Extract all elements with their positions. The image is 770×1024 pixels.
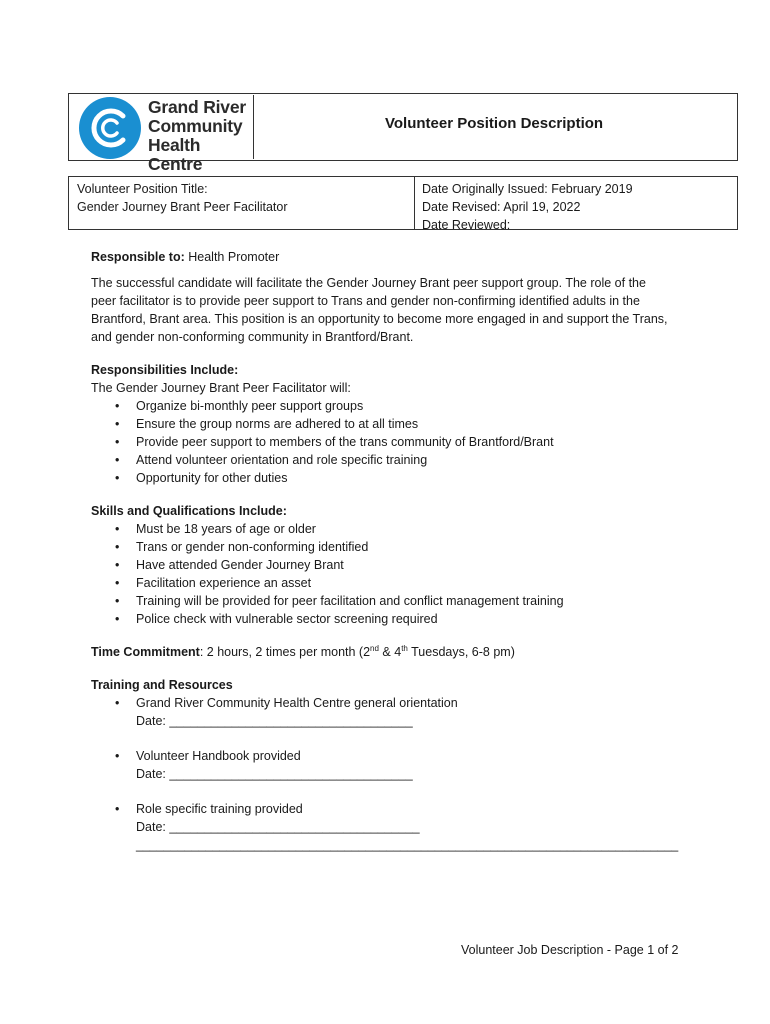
list-item <box>91 574 671 592</box>
list-item <box>91 556 671 574</box>
intro-paragraph: The successful candidate will facilitate the Gender Journey Brant peer support group. The role of the peer facilitator is to provide peer support to Trans and gender non-confirming identified adults in the Brantford, Brant area. This position is an opportunity to become more engaged in and support the Trans, and gender non-conforming community in Brantford/Brant. <box>91 276 668 344</box>
responsibilities-heading: Responsibilities Include: <box>91 363 239 377</box>
training-item-label: Volunteer Handbook provided <box>136 749 301 763</box>
training-heading: Training and Resources <box>91 678 233 692</box>
bullet-icon: • <box>115 453 120 467</box>
list-item <box>91 451 671 469</box>
bullet-icon: • <box>115 696 120 710</box>
date-revised: Date Revised: April 19, 2022 <box>422 200 581 214</box>
organization-logo <box>77 96 257 174</box>
position-title-cell <box>77 180 288 216</box>
time-text-c: Tuesdays, 6-8 pm) <box>407 645 515 659</box>
responsible-to <box>91 248 671 266</box>
time-commitment <box>91 643 671 661</box>
list-item-text: Attend volunteer orientation and role specific training <box>136 453 428 467</box>
bullet-icon: • <box>115 558 120 572</box>
time-sup-a: nd <box>370 643 379 653</box>
training-item <box>91 800 679 854</box>
bullet-icon: • <box>115 471 120 485</box>
list-item <box>91 397 671 415</box>
document-body <box>91 248 679 854</box>
training-date-field[interactable]: Date: ___________________________________ <box>136 714 413 728</box>
list-item <box>91 415 671 433</box>
list-item <box>91 610 671 628</box>
org-name-line-3: Health Centre <box>148 135 203 174</box>
list-item-text: Opportunity for other duties <box>136 471 288 485</box>
bullet-icon: • <box>115 749 120 763</box>
list-item-text: Provide peer support to members of the trans community of Brantford/Brant <box>136 435 554 449</box>
list-item-text: Must be 18 years of age or older <box>136 522 316 536</box>
dates-cell <box>422 180 633 234</box>
training-item-label: Role specific training provided <box>136 802 303 816</box>
training-item <box>91 747 671 783</box>
time-text-a: : 2 hours, 2 times per month (2 <box>199 645 371 659</box>
page-footer: Volunteer Job Description - Page 1 of 2 <box>461 943 679 957</box>
list-item <box>91 592 671 610</box>
bullet-icon: • <box>115 576 120 590</box>
list-item <box>91 538 671 556</box>
list-item <box>91 520 671 538</box>
list-item-text: Police check with vulnerable sector screening required <box>136 612 438 626</box>
org-name-line-2: Community <box>148 116 243 136</box>
position-info-table <box>68 176 738 230</box>
training-item <box>91 694 671 730</box>
list-item <box>91 433 671 451</box>
bullet-icon: • <box>115 612 120 626</box>
training-date-field[interactable]: Date: ___________________________________ <box>136 767 413 781</box>
bullet-icon: • <box>115 540 120 554</box>
position-title-label: Volunteer Position Title: <box>77 182 208 196</box>
responsible-value: Health Promoter <box>188 250 280 264</box>
responsibilities-list <box>91 397 671 487</box>
logo-mark-icon <box>77 96 143 160</box>
time-commitment-label: Time Commitment <box>91 645 200 659</box>
bullet-icon: • <box>115 522 120 536</box>
list-item-text: Organize bi-monthly peer support groups <box>136 399 364 413</box>
time-text-b: & 4 <box>378 645 402 659</box>
org-name-line-1: Grand River <box>148 97 246 117</box>
responsible-label: Responsible to: <box>91 250 185 264</box>
list-item <box>91 469 671 487</box>
list-item-text: Ensure the group norms are adhered to at all times <box>136 417 419 431</box>
time-sup-b: th <box>401 643 408 653</box>
training-date-field[interactable]: Date: ____________________________________ <box>136 820 420 834</box>
list-item-text: Have attended Gender Journey Brant <box>136 558 344 572</box>
responsibilities-lead: The Gender Journey Brant Peer Facilitator will: <box>91 381 351 395</box>
position-title-value: Gender Journey Brant Peer Facilitator <box>77 200 288 214</box>
date-reviewed: Date Reviewed: <box>422 218 511 232</box>
date-issued: Date Originally Issued: February 2019 <box>422 182 633 196</box>
training-item-label: Grand River Community Health Centre general orientation <box>136 696 458 710</box>
info-divider <box>414 177 415 229</box>
document-title: Volunteer Position Description <box>385 115 604 132</box>
signature-line[interactable]: ______________________________________________________________________________ <box>136 838 679 852</box>
bullet-icon: • <box>115 802 120 816</box>
header-box <box>68 93 738 174</box>
list-item-text: Facilitation experience an asset <box>136 576 312 590</box>
skills-list <box>91 520 671 628</box>
list-item-text: Trans or gender non-conforming identified <box>136 540 369 554</box>
bullet-icon: • <box>115 435 120 449</box>
skills-heading: Skills and Qualifications Include: <box>91 504 287 518</box>
header-divider <box>253 95 254 159</box>
list-item-text: Training will be provided for peer facilitation and conflict management training <box>136 594 564 608</box>
bullet-icon: • <box>115 417 120 431</box>
bullet-icon: • <box>115 594 120 608</box>
bullet-icon: • <box>115 399 120 413</box>
organization-name <box>148 98 257 174</box>
